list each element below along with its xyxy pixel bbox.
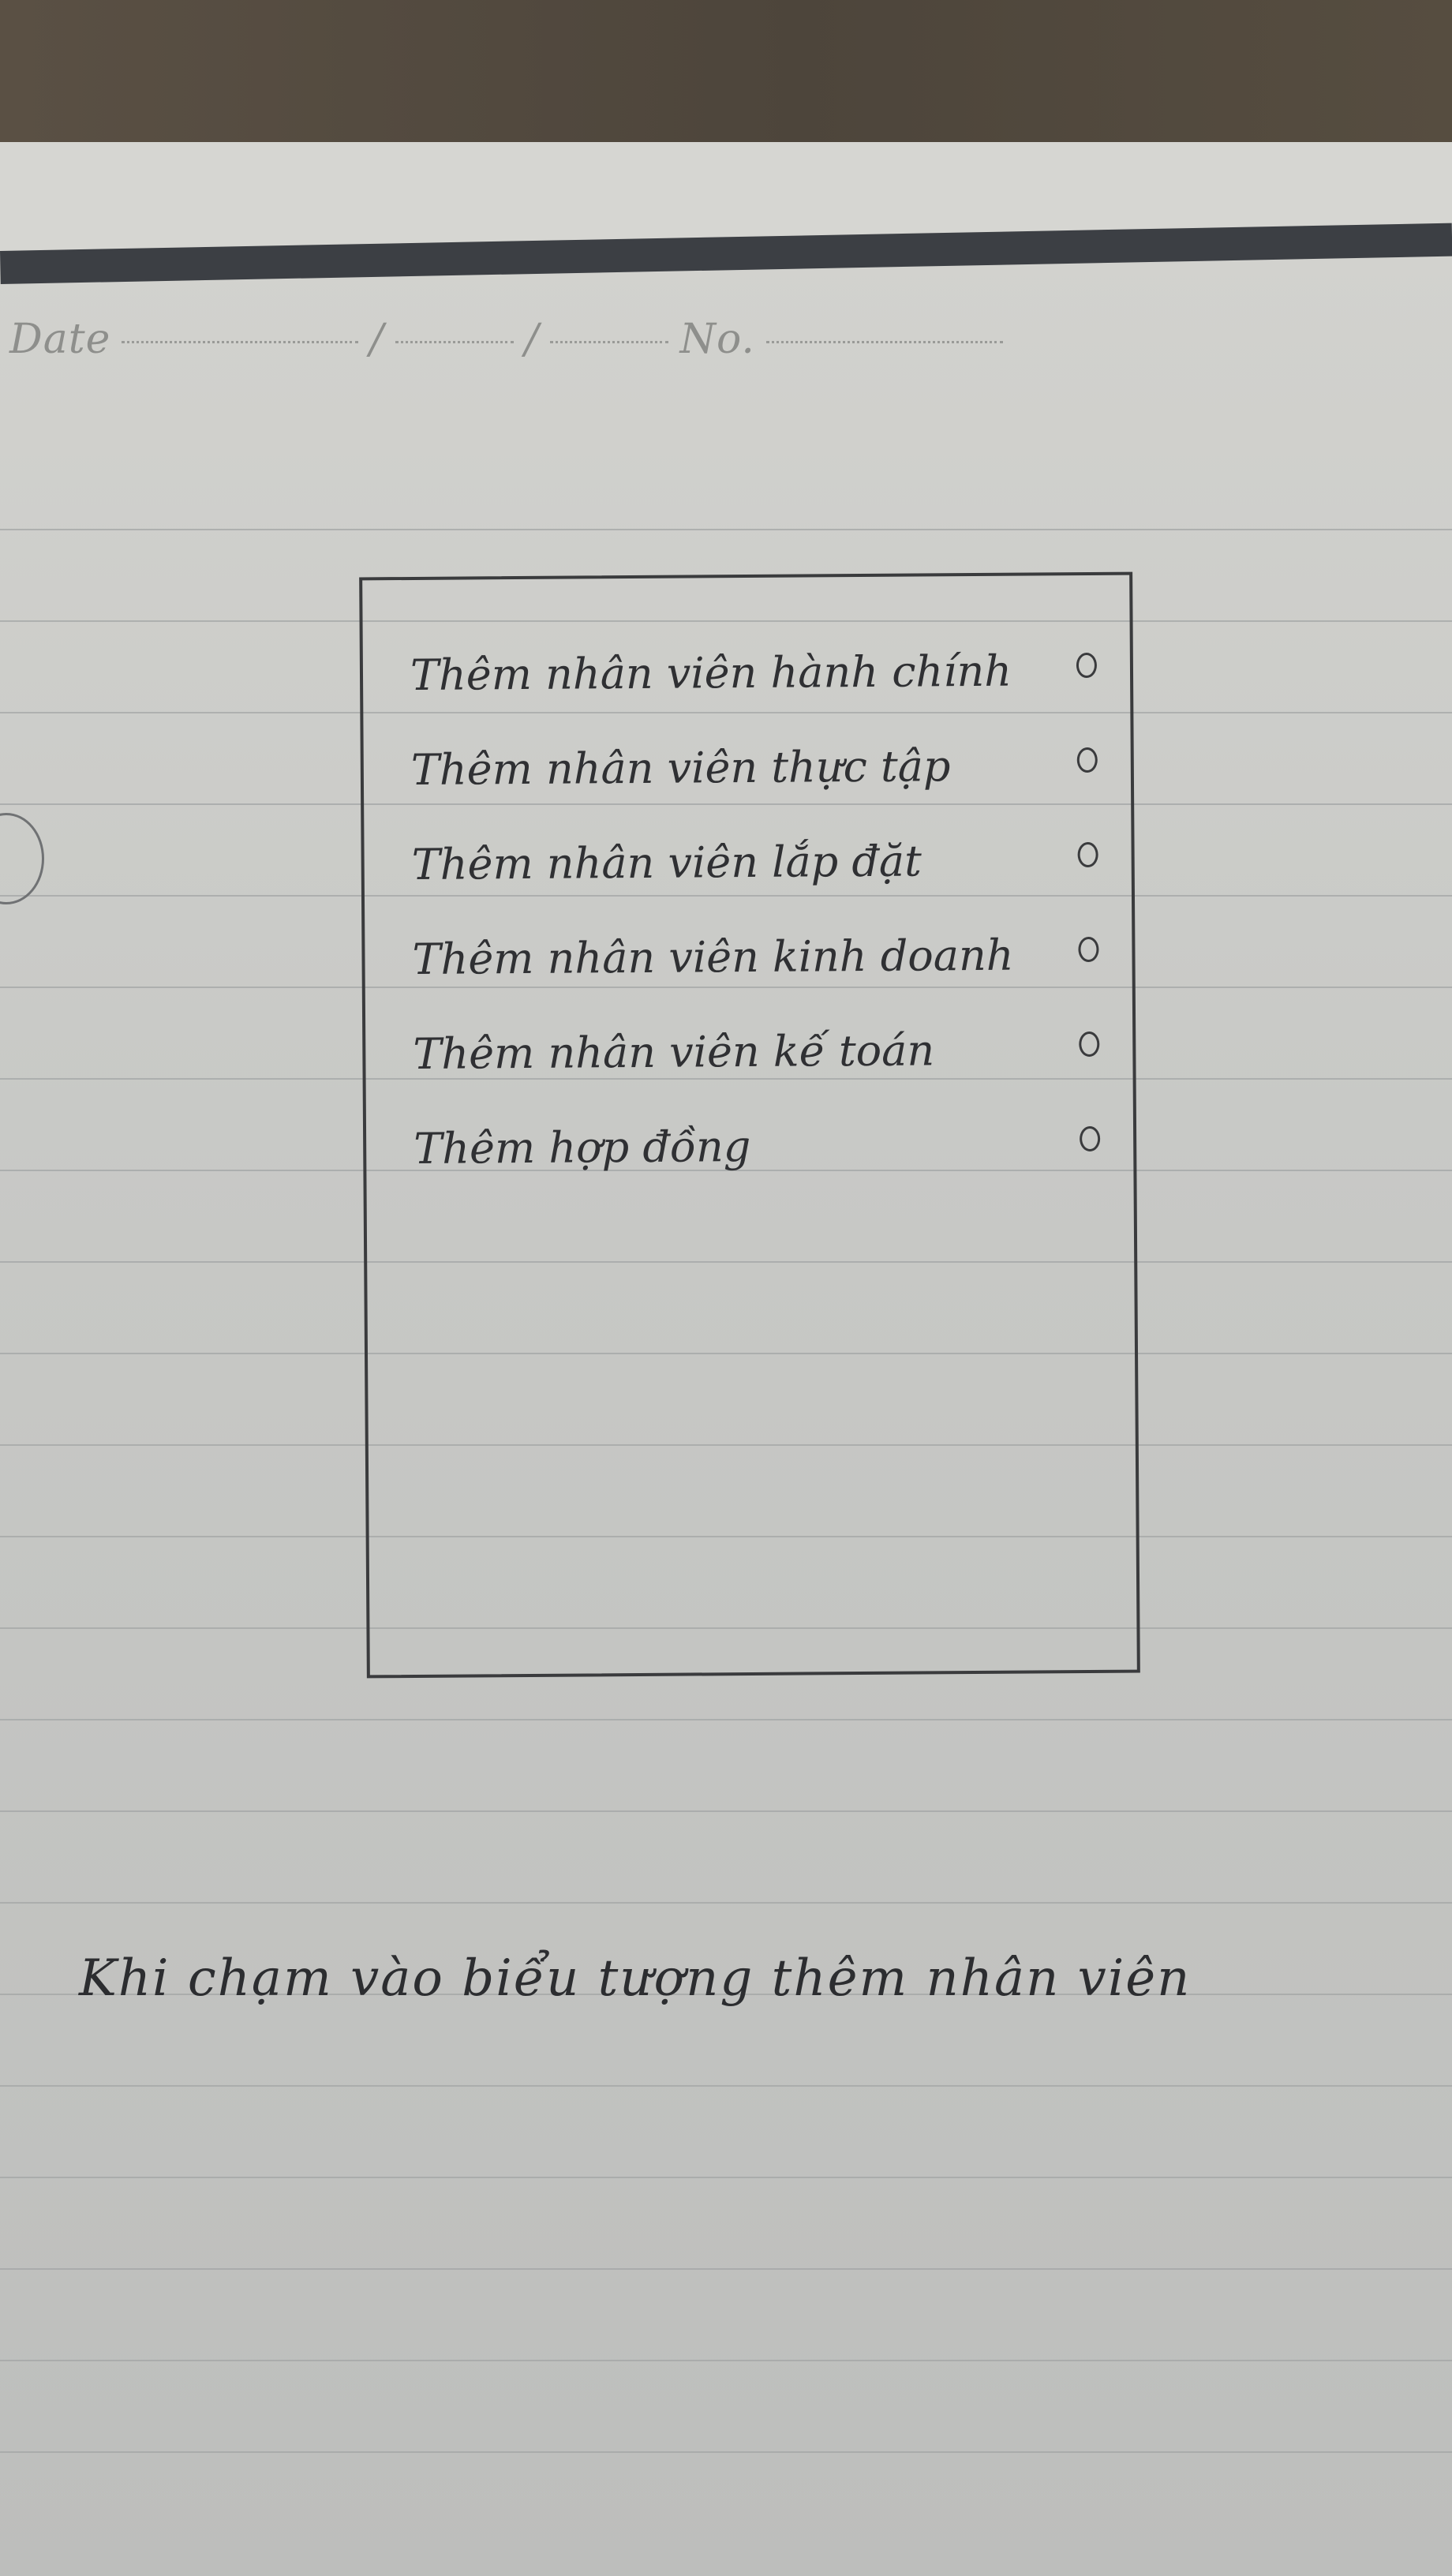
page-header [9, 316, 1014, 363]
ruled-line [0, 1902, 1452, 1904]
menu-item-add-contract[interactable] [414, 1096, 1109, 1196]
menu-item-label: Thêm nhân viên thực tập [410, 740, 951, 795]
number-label: No. [679, 316, 755, 363]
menu-item-label: Thêm nhân viên lắp đặt [411, 835, 922, 889]
margin-circle-mark [0, 813, 44, 904]
radio-circle-icon[interactable] [1078, 842, 1098, 867]
radio-circle-icon[interactable] [1080, 1126, 1100, 1151]
date-dotted-line [395, 341, 514, 343]
date-separator: / [369, 316, 384, 363]
radio-circle-icon[interactable] [1077, 747, 1098, 773]
date-dotted-line [122, 341, 358, 343]
ruled-line [0, 2360, 1452, 2361]
ruled-line [0, 2451, 1452, 2453]
menu-item-label: Thêm nhân viên hành chính [410, 646, 1012, 700]
radio-circle-icon[interactable] [1079, 1032, 1099, 1057]
date-label: Date [9, 316, 111, 363]
ruled-line [0, 2268, 1452, 2270]
menu-item-label: Thêm nhân viên kinh doanh [412, 930, 1014, 984]
ruled-line [0, 2085, 1452, 2087]
phone-screen-mockup [359, 572, 1140, 1679]
menu-item-add-sales-staff[interactable] [412, 907, 1107, 1006]
ruled-line [0, 1810, 1452, 1812]
menu-item-add-accountant[interactable] [413, 1002, 1108, 1101]
number-dotted-line [766, 341, 1003, 343]
handwritten-caption: Khi chạm vào biểu tượng thêm nhân viên [79, 1949, 1192, 2008]
date-dotted-line [550, 341, 668, 343]
date-separator: / [524, 316, 540, 363]
radio-circle-icon[interactable] [1076, 653, 1097, 678]
ruled-line [0, 2177, 1452, 2178]
menu-item-add-intern[interactable] [410, 717, 1106, 817]
menu-item-add-admin-staff[interactable] [410, 623, 1106, 722]
ruled-line [0, 529, 1452, 530]
menu-item-label: Thêm hợp đồng [413, 1121, 751, 1174]
menu-item-add-installer[interactable] [411, 812, 1106, 912]
add-menu-list [410, 623, 1109, 1196]
radio-circle-icon[interactable] [1078, 937, 1098, 962]
table-surface [0, 0, 1452, 166]
ruled-line [0, 1719, 1452, 1720]
menu-item-label: Thêm nhân viên kế toán [413, 1024, 935, 1079]
